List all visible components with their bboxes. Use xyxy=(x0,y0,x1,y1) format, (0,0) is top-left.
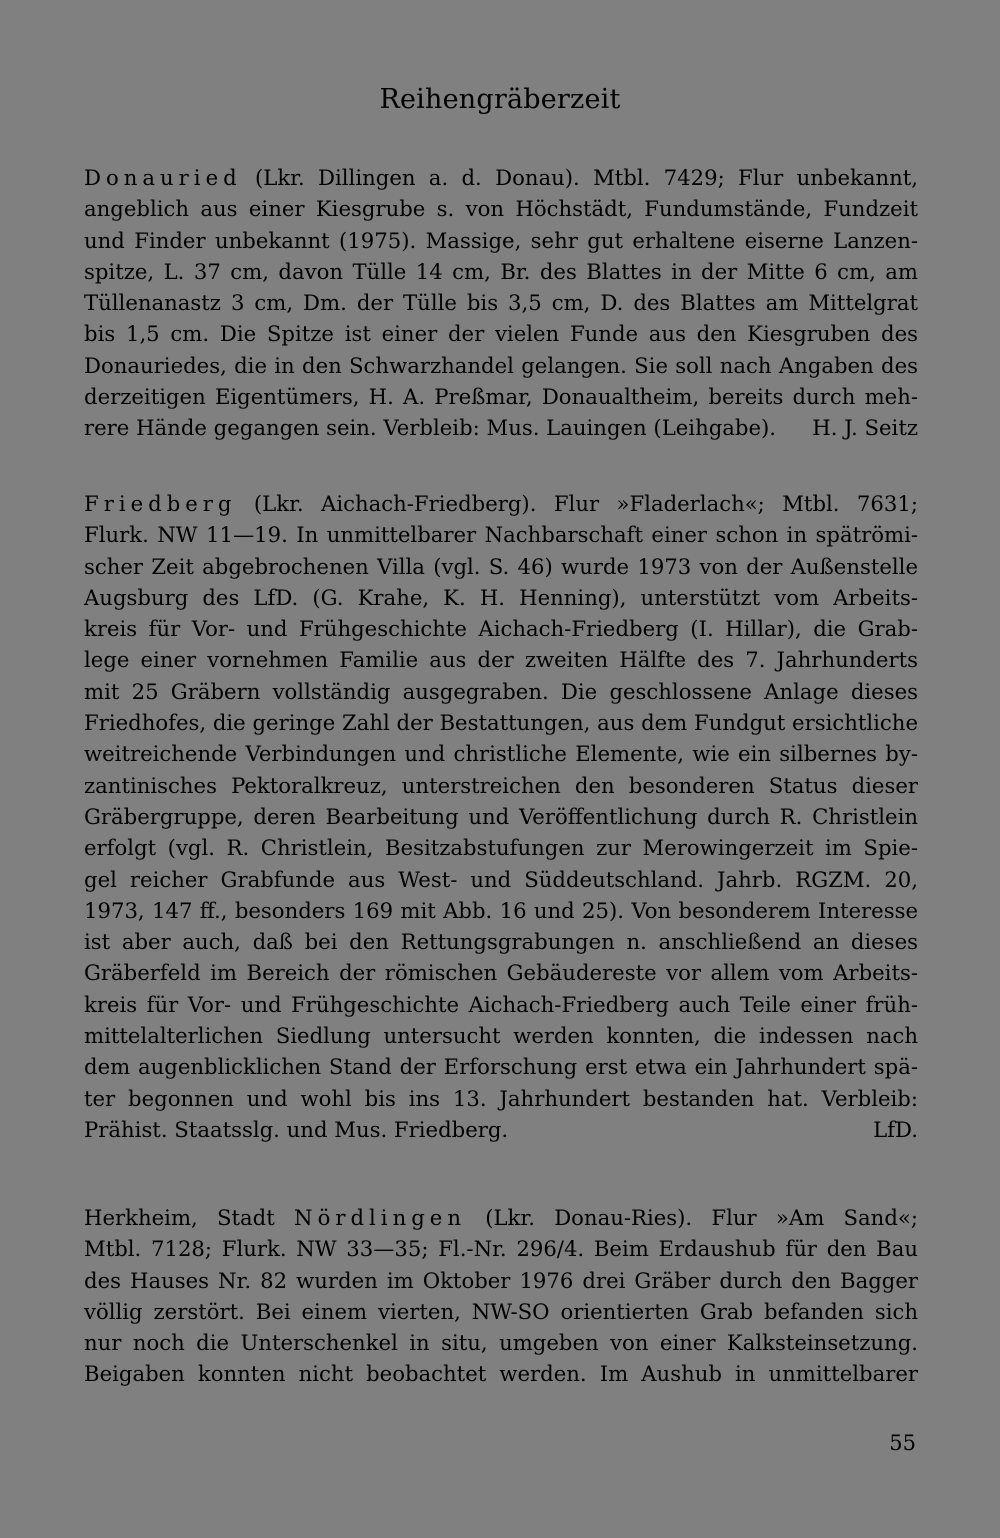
author-signature: LfD. xyxy=(873,1116,918,1142)
text-line: 1973, 147 ff., besonders 169 mit Abb. 16 und 25). Von besonderem Interesse xyxy=(84,897,918,923)
text-line: ist aber auch, daß bei den Rettungsgrabungen n. anschließend an dieses xyxy=(84,929,918,955)
text-line: spitze, L. 37 cm, davon Tülle 14 cm, Br. des Blattes in der Mitte 6 cm, am xyxy=(84,258,918,284)
entry-donauried xyxy=(84,162,918,444)
text-line: Gräberfeld im Bereich der römischen Gebäudereste vor allem vom Arbeits- xyxy=(84,960,918,986)
author-signature: H. J. Seitz xyxy=(812,415,918,441)
text-line-with-signature: rere Hände gegangen sein. Verbleib: Mus. Lauingen (Leihgabe). H. J. Seitz xyxy=(84,412,918,443)
text-line: Beigaben konnten nicht beobachtet werden. Im Aushub in unmittelbarer xyxy=(84,1361,918,1387)
text-line: gel reicher Grabfunde aus West- und Süddeutschland. Jahrb. RGZM. 20, xyxy=(84,866,918,892)
text-line: Tüllenanastz 3 cm, Dm. der Tülle bis 3,5 cm, D. des Blattes am Mittelgrat xyxy=(84,290,918,316)
site-name: Donauried xyxy=(84,165,242,190)
text-line: völlig zerstört. Bei einem vierten, NW-SO orientierten Grab befanden sich xyxy=(84,1298,918,1324)
text-line: Gräbergruppe, deren Bearbeitung und Veröffentlichung durch R. Christlein xyxy=(84,803,918,829)
text-line: bis 1,5 cm. Die Spitze ist einer der vielen Funde aus den Kiesgruben des xyxy=(84,321,918,347)
text-line-with-signature: Prähist. Staatsslg. und Mus. Friedberg. LfD. xyxy=(84,1114,918,1145)
text-line: Augsburg des LfD. (G. Krahe, K. H. Henning), unterstützt vom Arbeits- xyxy=(84,584,918,610)
text-line: lege einer vornehmen Familie aus der zweiten Hälfte des 7. Jahrhunderts xyxy=(84,647,918,673)
entry-noerdlingen xyxy=(84,1202,918,1390)
text-line: erfolgt (vgl. R. Christlein, Besitzabstufungen zur Merowingerzeit im Spie- xyxy=(84,835,918,861)
site-name: Nördlingen xyxy=(294,1205,466,1230)
text-line: kreis für Vor- und Frühgeschichte Aichach-Friedberg auch Teile einer früh- xyxy=(84,991,918,1017)
text-line: kreis für Vor- und Frühgeschichte Aichach-Friedberg (I. Hillar), die Grab- xyxy=(84,616,918,642)
text-line: angeblich aus einer Kiesgrube s. von Höchstädt, Fundumstände, Fundzeit xyxy=(84,196,918,222)
page-number: 55 xyxy=(889,1431,916,1455)
text-line: scher Zeit abgebrochenen Villa (vgl. S. 46) wurde 1973 von der Außenstelle xyxy=(84,553,918,579)
text-line: nur noch die Unterschenkel in situ, umgeben von einer Kalksteinsetzung. xyxy=(84,1330,918,1356)
text-line: Donauriedes, die in den Schwarzhandel gelangen. Sie soll nach Angaben des xyxy=(84,352,918,378)
text-line: Friedhofes, die geringe Zahl der Bestattungen, aus dem Fundgut ersichtliche xyxy=(84,710,918,736)
text-line: Herkheim, Stadt Nördlingen (Lkr. Donau-Ries). Flur »Am Sand«; xyxy=(84,1205,918,1230)
text-line: und Finder unbekannt (1975). Massige, sehr gut erhaltene eiserne Lanzen- xyxy=(84,227,918,253)
text-line: Flurk. NW 11—19. In unmittelbarer Nachbarschaft einer schon in spätrömi- xyxy=(84,522,918,548)
text-line: mittelalterlichen Siedlung untersucht werden konnten, die indessen nach xyxy=(84,1023,918,1049)
running-title: Reihengräberzeit xyxy=(379,84,621,115)
text-line: ter begonnen und wohl bis ins 13. Jahrhundert bestanden hat. Verbleib: xyxy=(84,1085,918,1111)
text-line: derzeitigen Eigentümers, H. A. Preßmar, Donaualtheim, bereits durch meh- xyxy=(84,384,918,410)
text-line: dem augenblicklichen Stand der Erforschung erst etwa ein Jahrhundert spä- xyxy=(84,1054,918,1080)
text-line: Mtbl. 7128; Flurk. NW 33—35; Fl.-Nr. 296/4. Beim Erdaushub für den Bau xyxy=(84,1236,918,1262)
text-line: Donauried (Lkr. Dillingen a. d. Donau). Mtbl. 7429; Flur unbekannt, xyxy=(84,165,918,190)
entry-friedberg xyxy=(84,488,918,1145)
text-line: des Hauses Nr. 82 wurden im Oktober 1976 drei Gräber durch den Bagger xyxy=(84,1267,918,1293)
text-line: zantinisches Pektoralkreuz, unterstreichen den besonderen Status dieser xyxy=(84,772,918,798)
text-line: mit 25 Gräbern vollständig ausgegraben. Die geschlossene Anlage dieses xyxy=(84,678,918,704)
text-line: weitreichende Verbindungen und christliche Elemente, wie ein silbernes by- xyxy=(84,741,918,767)
text-line: Friedberg (Lkr. Aichach-Friedberg). Flur »Fladerlach«; Mtbl. 7631; xyxy=(84,491,918,516)
site-name: Friedberg xyxy=(84,491,237,516)
